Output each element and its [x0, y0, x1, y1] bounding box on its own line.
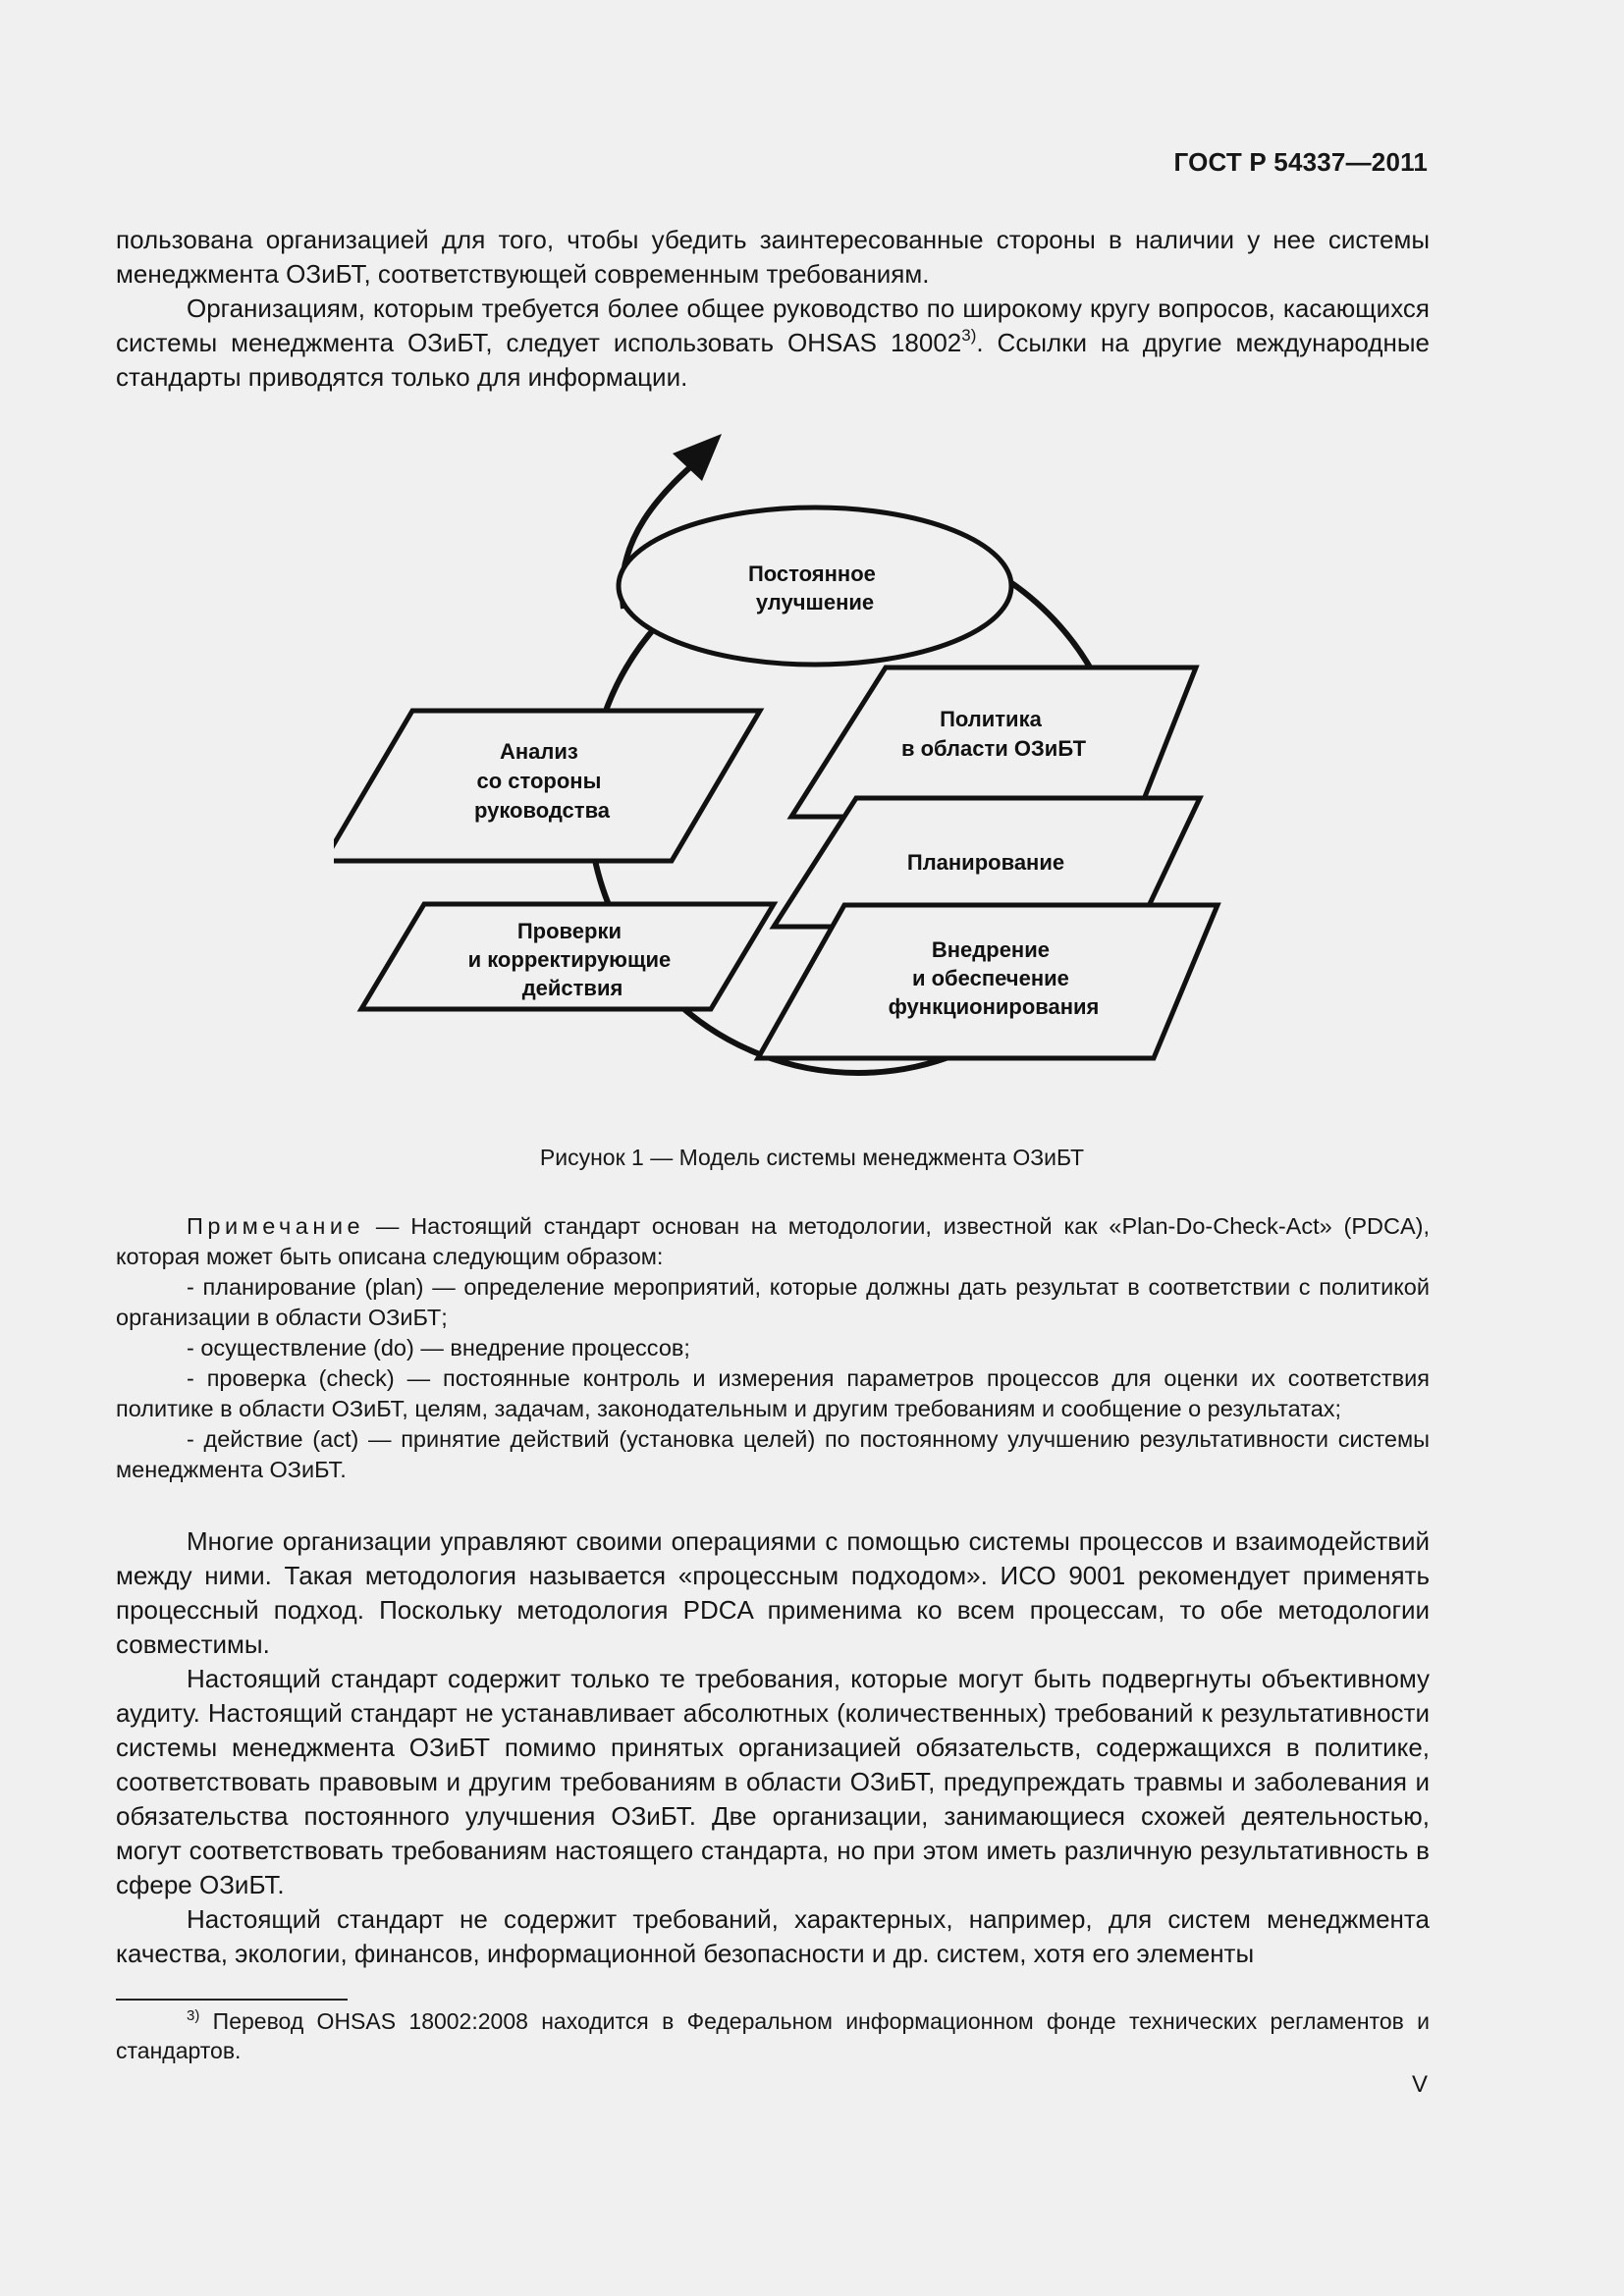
note-item-do: - осуществление (do) — внедрение процессов;	[187, 1335, 690, 1361]
intro-paragraph-1: пользована организацией для того, чтобы убедить заинтересованные стороны в наличии у нее системы менеджмента ОЗиБТ, соответствующей современным требованиям.	[116, 225, 1430, 289]
implementation-line-1: Внедрение	[931, 937, 1050, 962]
body-paragraph-1: Многие организации управляют своими операциями с помощью системы процессов и взаимодействий между ними. Такая методология называется «процессным подходом». ИСО 9001 рекомендует применять процессный подход. Поскольку методология PDCA применима ко всем процессам, то обе методологии совместимы.	[116, 1526, 1430, 1659]
body-paragraph-2: Настоящий стандарт содержит только те требования, которые могут быть подвергнуты объективному аудиту. Настоящий стандарт не устанавливает абсолютных (количественных) требований к результативности системы менеджмента ОЗиБТ помимо принятых организацией обязательств, содержащихся в политике, соответствовать правовым и другим требованиям в области ОЗиБТ, предупреждать травмы и заболевания и обязательства постоянного улучшения ОЗиБТ. Две организации, занимающиеся схожей деятельностью, могут соответствовать требованиям настоящего стандарта, но при этом иметь различную результативность в сфере ОЗиБТ.	[116, 1664, 1430, 1899]
footnote-mark: 3)	[187, 2007, 200, 2024]
policy-line-1: Политика	[940, 707, 1042, 731]
footnote-body: Перевод OHSAS 18002:2008 находится в Федеральном информационном фонде технических регламентов и стандартов.	[116, 2008, 1430, 2063]
improvement-line-1: Постоянное	[747, 561, 876, 586]
note-block	[116, 1211, 1430, 1485]
review-line-3: руководства	[473, 798, 611, 823]
review-line-2: со стороны	[476, 769, 602, 793]
intro-p2-before: Организациям, которым требуется более общее руководство по широкому кругу вопросов, касающихся системы менеджмента ОЗиБТ, следует использовать OHSAS 18002	[116, 294, 1430, 357]
checking-line-2: и корректирующие	[467, 947, 672, 972]
note-intro	[116, 1211, 1430, 1272]
review-line-1: Анализ	[500, 739, 578, 764]
intro-text	[116, 223, 1430, 395]
policy-line-2: в области ОЗиБТ	[900, 736, 1087, 761]
footnote-text	[116, 2006, 1430, 2065]
note-intro-text: — Настоящий стандарт основан на методологии, известной как «Plan-Do-Check-Act» (PDCA), которая может быть описана следующим образом:	[116, 1213, 1430, 1269]
improvement-line-2: улучшение	[755, 590, 875, 614]
implementation-line-3: функционирования	[888, 994, 1100, 1019]
improvement-ellipse	[619, 507, 1011, 665]
note-item-check: - проверка (check) — постоянные контроль и измерения параметров процессов для оценки их соответствия политике в области ОЗиБТ, целям, задачам, законодательным и другим требованиям и сообщение о результатах;	[116, 1365, 1430, 1421]
pdca-diagram	[334, 424, 1237, 1101]
planning-line-1: Планирование	[906, 850, 1065, 875]
planning-label	[907, 850, 1064, 875]
page-number: V	[1411, 2071, 1428, 2098]
checking-line-3: действия	[521, 976, 623, 1000]
footnote-divider	[116, 1999, 348, 2001]
intro-paragraph-2	[116, 292, 1430, 395]
figure-caption: Рисунок 1 — Модель системы менеджмента ОЗиБТ	[539, 1145, 1085, 1170]
checking-line-1: Проверки	[516, 919, 623, 943]
implementation-line-2: и обеспечение	[911, 966, 1069, 990]
note-item-act: - действие (act) — принятие действий (установка целей) по постоянному улучшению результативности системы менеджмента ОЗиБТ.	[116, 1426, 1430, 1482]
note-item-plan: - планирование (plan) — определение мероприятий, которые должны дать результат в соответствии с политикой организации в области ОЗиБТ;	[116, 1274, 1430, 1330]
body-paragraph-3: Настоящий стандарт не содержит требований, характерных, например, для систем менеджмента качества, экологии, финансов, информационной безопасности и др. систем, хотя его элементы	[116, 1904, 1430, 1968]
ohs-management-model-figure	[334, 424, 1237, 1101]
document-header: ГОСТ Р 54337—2011	[1173, 147, 1428, 177]
intro-p2-after: . Ссылки на другие международные стандарты приводятся только для информации.	[116, 328, 1430, 392]
footnote-ref[interactable]: 3)	[961, 326, 977, 345]
footnote	[116, 2006, 1430, 2065]
main-text	[116, 1524, 1430, 1971]
note-label: Примечание	[187, 1213, 365, 1239]
